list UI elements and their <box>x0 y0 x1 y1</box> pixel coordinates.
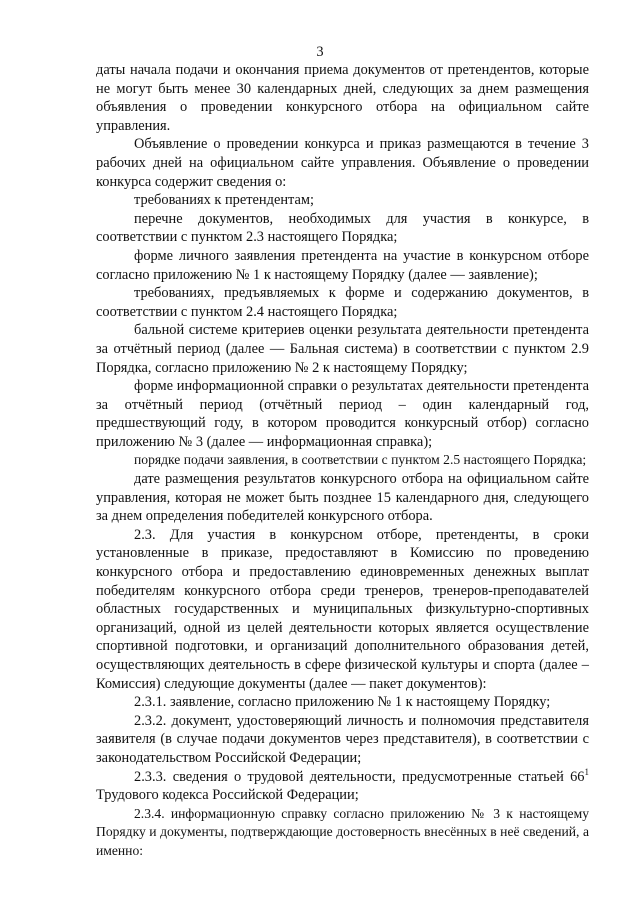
paragraph: даты начала подачи и окончания приема документов от претендентов, которые не могут быть менее 30 календарных дней, следующих за днем размещения объявления о проведении конкурсного отбора на официальном сайте управления. <box>96 62 589 134</box>
paragraph: дате размещения результатов конкурсного отбора на официальном сайте управления, которая не может быть позднее 15 календарного дня, следующего за днем определения победителей конкурсного отбора. <box>96 471 589 525</box>
paragraph: порядке подачи заявления, в соответствии с пунктом 2.5 настоящего Порядка; <box>134 452 587 468</box>
footnote-superscript: 1 <box>584 766 589 777</box>
paragraph-with-footnote <box>96 768 589 805</box>
paragraph: 2.3.1. заявление, согласно приложению № 1 к настоящему Порядку; <box>134 694 551 711</box>
paragraph-text: 2.3.3. сведения о трудовой деятельности, предусмотренные статьей 66 <box>134 768 585 785</box>
paragraph: перечне документов, необходимых для участия в конкурсе, в соответствии с пунктом 2.3 настоящего Порядка; <box>96 210 589 246</box>
paragraph: форме информационной справки о результатах деятельности претендента за отчётный период (отчётный период – один календарный год, предшествующий году, в котором проводится конкурсный отбор) согласно приложению № 3 (далее — информационная справка); <box>96 378 589 450</box>
paragraph: Объявление о проведении конкурса и приказ размещаются в течение 3 рабочих дней на официальном сайте управления. Объявление о проведении конкурса содержит сведения о: <box>96 136 589 190</box>
document-body <box>96 61 589 861</box>
paragraph: 2.3.4. информационную справку согласно приложению № 3 к настоящему Порядку и документы, подтверждающие достоверность внесённых в неё сведений, а именно: <box>96 805 589 858</box>
paragraph: бальной системе критериев оценки результата деятельности претендента за отчётный период (далее — Бальная система) в соответствии с пунктом 2.9 Порядка, согласно приложению № 2 к настоящему Порядку; <box>96 322 589 376</box>
paragraph: 2.3. Для участия в конкурсном отборе, претенденты, в сроки установленные в приказе, предоставляют в Комиссию по проведению конкурсного отбора и предоставлению единовременных денежных выплат победителям конкурсного отбора среди тренеров, тренеров-преподавателей областных государственных и муниципальных физкультурно-спортивных организаций, одной из целей деятельности которых является осуществление спортивной подготовки, и организаций дополнительного образования детей, осуществляющих деятельность в сфере физической культуры и спорта (далее – Комиссия) следующие документы (далее — пакет документов): <box>96 526 589 692</box>
paragraph: 2.3.2. документ, удостоверяющий личность и полномочия представителя заявителя (в случае подачи документов через представителя), в соответствии с законодательством Российской Федерации; <box>96 712 589 766</box>
paragraph: требованиях к претендентам; <box>134 192 314 209</box>
paragraph: требованиях, предъявляемых к форме и содержанию документов, в соответствии с пунктом 2.4 настоящего Порядка; <box>96 285 589 320</box>
paragraph-text: Трудового кодекса Российской Федерации; <box>96 787 359 804</box>
page-number: 3 <box>316 44 324 60</box>
paragraph: форме личного заявления претендента на участие в конкурсном отборе согласно приложению № 1 к настоящему Порядку (далее — заявление); <box>96 247 589 283</box>
